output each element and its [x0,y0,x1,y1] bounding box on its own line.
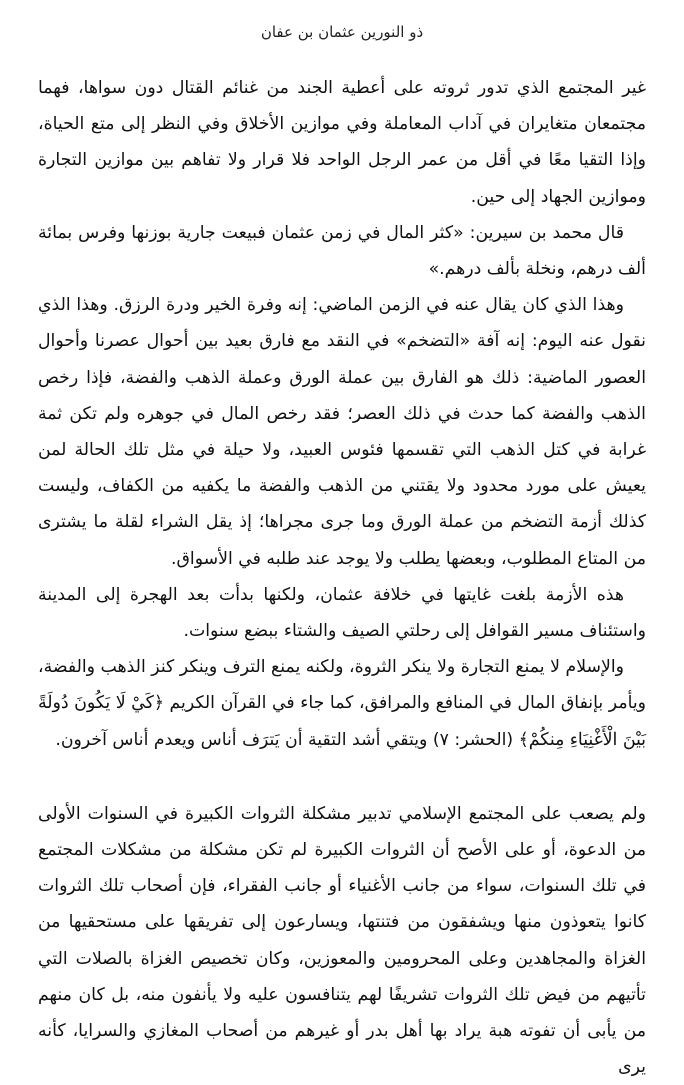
islam-text-after: (الحشر: ٧) ويتقي أشد التقية أن يَترَف أناس ويعدم أناس آخرون. [55,729,519,750]
islam-text-before: والإسلام لا يمنع التجارة ولا ينكر الثروة، ولكنه يمنع الترف وينكر كنز الذهب والفضة، ويأمر بإنفاق المال في المنافع والمرافق، كما جاء في القرآن الكريم [38,657,646,714]
document-page [38,0,646,1078]
paragraph-inflation: وهذا الذي كان يقال عنه في الزمن الماضي: إنه وفرة الخير ودرة الرزق. وهذا الذي نقول عنه اليوم: إنه آفة «التضخم» في النقد مع فارق بعيد بين أحوال عصرنا وأحوال العصور الماضية: ذلك هو الفارق بين عملة الورق وعملة الذهب والفضة، فإذا رخص الذهب والفضة كما حدث في ذلك العصر؛ فقد رخص المال في جوهره ولم تكن ثمة غرابة في كتل الذهب التي تقسمها فئوس العبيد، ولا حيلة في مثل تلك الحالة لمن يعيش على مورد محدود ولا يقتني من الذهب والفضة ما يكفيه من الكفاف، وليست كذلك أزمة التضخم من عملة الورق وما جرى مجراها؛ إذ يقل الشراء لقلة ما يشترى من المتاع المطلوب، وبعضها يطلب ولا يوجد عند طلبه في الأسواق. [38,295,646,569]
section-gap [38,758,646,796]
paragraph-islam-wealth [38,649,646,758]
paragraph-ibn-sirin-quote: قال محمد بن سيرين: «كثر المال في زمن عثمان فبيعت جارية بوزنها وفرس بمائة ألف درهم، ونخلة بألف درهم.» [38,222,646,280]
paragraph-society-contrast: غير المجتمع الذي تدور ثروته على أعطية الجند من غنائم القتال دون سواها، فهما مجتمعان متغايران في آداب المعاملة وفي موازين الأخلاق وفي النظر إلى متع الحياة، وإذا التقيا معًا في أقل من عمر الرجل الواحد فلا قرار ولا تفاهم بين موازين التجارة وموازين الجهاد إلى حين. [38,78,646,207]
paragraph-crisis-peak: هذه الأزمة بلغت غايتها في خلافة عثمان، ولكنها بدأت بعد الهجرة إلى المدينة واستئناف مسير القوافل إلى رحلتي الصيف والشتاء ببضع سنوات. [38,584,646,642]
quran-verse: ﴿كَيْ لَا يَكُونَ دُولَةً بَيْنَ الْأَغْنِيَاءِ مِنكُمْ﴾ [38,693,646,750]
running-header: ذو النورين عثمان بن عفان [260,23,424,41]
paragraph-early-wealth: ولم يصعب على المجتمع الإسلامي تدبير مشكلة الثروات الكبيرة في السنوات الأولى من الدعوة، أو على الأصح أن الثروات الكبيرة لم تكن مشكلة من مشكلات المجتمع في تلك السنوات، سواء من جانب الأغنياء أو جانب الفقراء، فإن أصحاب تلك الثروات كانوا يتعوذون منها ويشفقون من فتنتها، ويسارعون إلى تفريقها على مستحقيها من الغزاة والمجاهدين وعلى المحرومين والمعوزين، وكان تخصيص الغزاة بالصلات التي تأتيهم من فيض تلك الثروات تشريفًا لهم يتنافسون عليه ولا يأنفون منه، بل كان منهم من يأبى أن تفوته هبة يراد بها أهل بدر أو غيرهم من أصحاب المغازي والسرايا، كأنه يرى [38,803,646,1078]
